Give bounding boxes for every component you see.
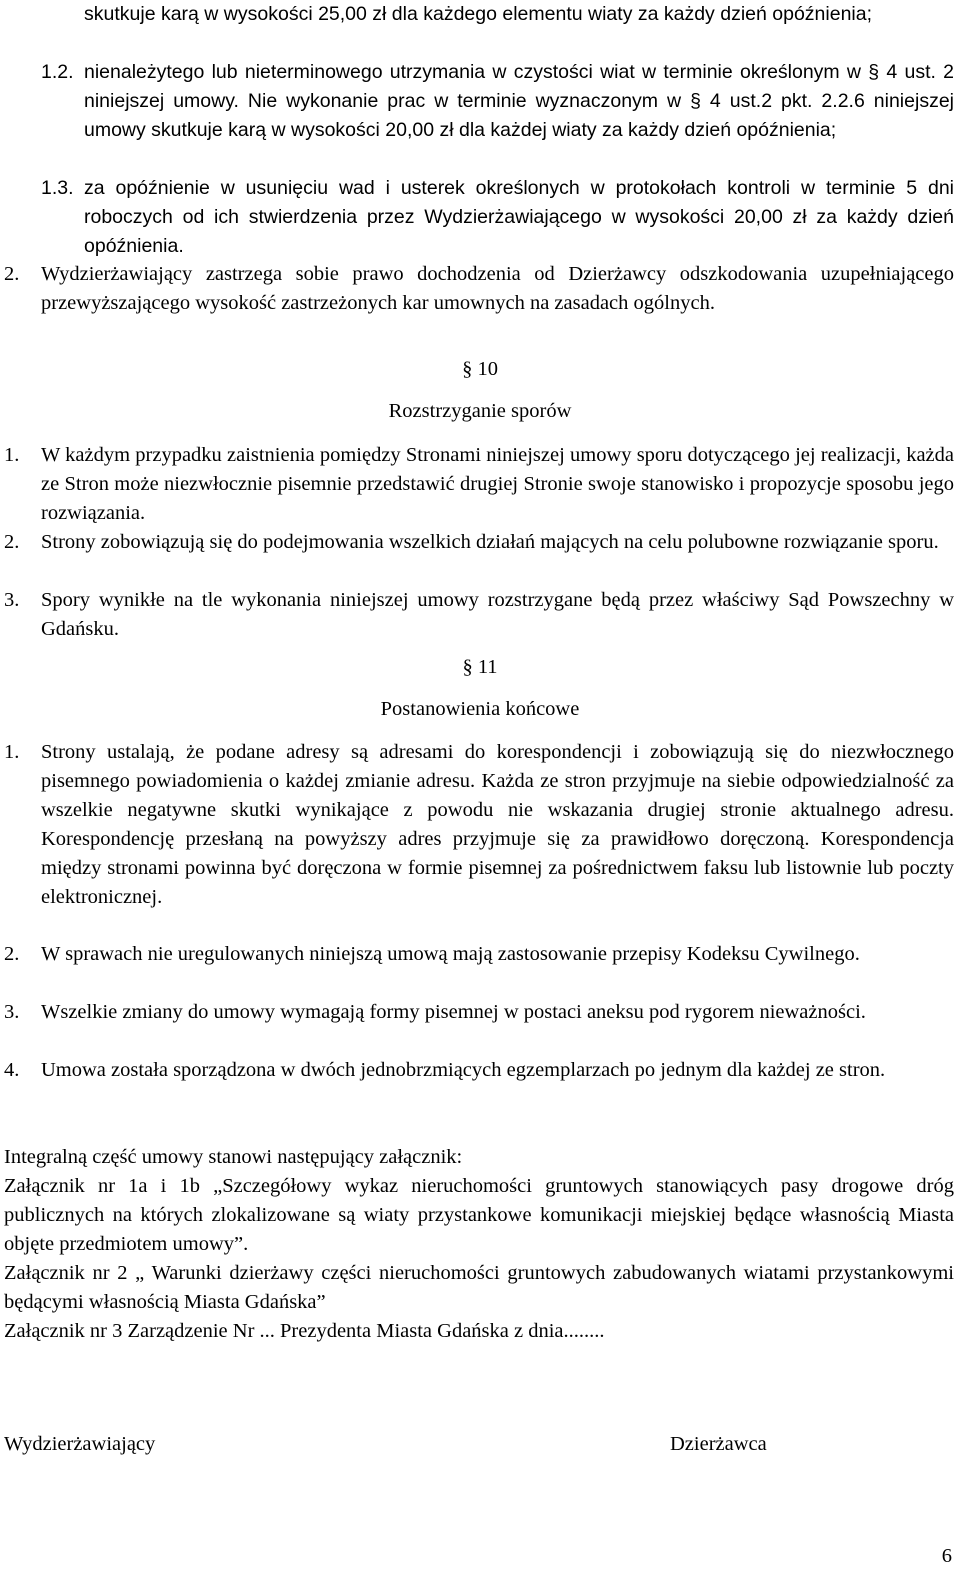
item-text: Spory wynikłe na tle wykonania niniejszej umowy rozstrzygane będą przez właściwy Sąd Powszechny w Gdańsku. — [41, 589, 954, 640]
item-number: 1. — [4, 444, 20, 466]
s11-item-3 — [4, 998, 954, 1027]
attachment-1: Załącznik nr 1a i 1b „Szczegółowy wykaz nieruchomości gruntowych stanowiących pasy drogowe dróg publicznych na których zlokalizowane są wiaty przystankowe komunikacji miejskiej będące własnością Miasta objęte przedmiotem umowy”. — [4, 1175, 954, 1255]
item-number: 1. — [4, 741, 20, 763]
page-number: 6 — [941, 1545, 952, 1567]
item-text: W każdym przypadku zaistnienia pomiędzy Stronami niniejszej umowy sporu dotyczącego jej realizacji, każda ze Stron może niezwłocznie pisemnie przedstawić drugiej Stronie swoje stanowisko i propozycje sposobu jego rozwiązania. — [41, 444, 954, 524]
clause-number: 1.2. — [41, 61, 74, 83]
item-text: Umowa została sporządzona w dwóch jednobrzmiących egzemplarzach po jednym dla każdej ze stron. — [41, 1059, 886, 1081]
clause-text: nienależytego lub nieterminowego utrzymania w czystości wiat w terminie określonym w § 4 ust. 2 niniejszej umowy. Nie wykonanie prac w terminie wyznaczonym w § 4 ust.2 pkt. 2.2.6 niniejszej umowy skutkuje karą w wysokości 20,00 zł dla każdej wiaty za każdy dzień opóźnienia; — [84, 61, 954, 141]
clause-text: Wydzierżawiający zastrzega sobie prawo dochodzenia od Dzierżawcy odszkodowania uzupełniającego przewyższającego wysokość zastrzeżonych kar umownych na zasadach ogólnych. — [41, 263, 954, 314]
item-number: 2. — [4, 943, 20, 965]
continuation-text: skutkuje karą w wysokości 25,00 zł dla każdego elementu wiaty za każdy dzień opóźnienia; — [84, 3, 873, 25]
section-10-heading: § 10 — [462, 358, 498, 380]
attachment-3: Załącznik nr 3 Zarządzenie Nr ... Prezydenta Miasta Gdańska z dnia........ — [4, 1320, 605, 1342]
s10-item-1 — [4, 441, 954, 528]
s10-item-3 — [4, 586, 954, 644]
signature-right: Dzierżawca — [670, 1433, 767, 1455]
item-number: 3. — [4, 1001, 20, 1023]
item-text: Strony ustalają, że podane adresy są adresami do korespondencji i zobowiązują się do niezwłocznego pisemnego powiadomienia o każdej zmianie adresu. Każda ze stron przyjmuje na siebie odpowiedzialność za wszelkie negatywne skutki wynikające z powodu nie wskazania drugiej stronie aktualnego adresu. Korespondencję przesłaną na powyższy adres przyjmuje się za prawidłowo doręczoną. Korespondencja między stronami powinna być doręczona w formie pisemnej za pośrednictwem faksu lub listownie lub poczty elektronicznej. — [41, 741, 954, 908]
item-number: 3. — [4, 589, 20, 611]
clause-number: 2. — [4, 263, 20, 285]
clause-2 — [4, 260, 954, 318]
attachment-2: Załącznik nr 2 „ Warunki dzierżawy części nieruchomości gruntowych zabudowanych wiatami przystankowymi będącymi własnością Miasta Gdańska” — [4, 1262, 954, 1313]
section-11-title: Postanowienia końcowe — [380, 698, 580, 720]
section-10-title: Rozstrzyganie sporów — [388, 400, 572, 422]
clause-text: za opóźnienie w usunięciu wad i usterek określonych w protokołach kontroli w terminie 5 dni roboczych od ich stwierdzenia przez Wydzierżawiającego w wysokości 20,00 zł za każdy dzień opóźnienia. — [84, 177, 954, 257]
s10-item-2 — [4, 528, 954, 557]
signature-left: Wydzierżawiający — [4, 1433, 156, 1455]
item-text: Wszelkie zmiany do umowy wymagają formy pisemnej w postaci aneksu pod rygorem nieważności. — [41, 1001, 866, 1023]
clause-1-3 — [4, 174, 954, 261]
item-number: 2. — [4, 531, 20, 553]
s11-item-2 — [4, 940, 954, 969]
clause-number: 1.3. — [41, 177, 74, 199]
paragraph-continuation — [4, 0, 954, 29]
item-number: 4. — [4, 1059, 20, 1081]
clause-1-2 — [4, 58, 954, 145]
item-text: Strony zobowiązują się do podejmowania wszelkich działań mających na celu polubowne rozwiązanie sporu. — [41, 531, 939, 553]
s11-item-1 — [4, 738, 954, 912]
item-text: W sprawach nie uregulowanych niniejszą umową mają zastosowanie przepisy Kodeksu Cywilnego. — [41, 943, 860, 965]
s11-item-4 — [4, 1056, 954, 1085]
section-11-heading: § 11 — [462, 656, 498, 678]
attachments-intro: Integralną część umowy stanowi następujący załącznik: — [4, 1146, 463, 1168]
